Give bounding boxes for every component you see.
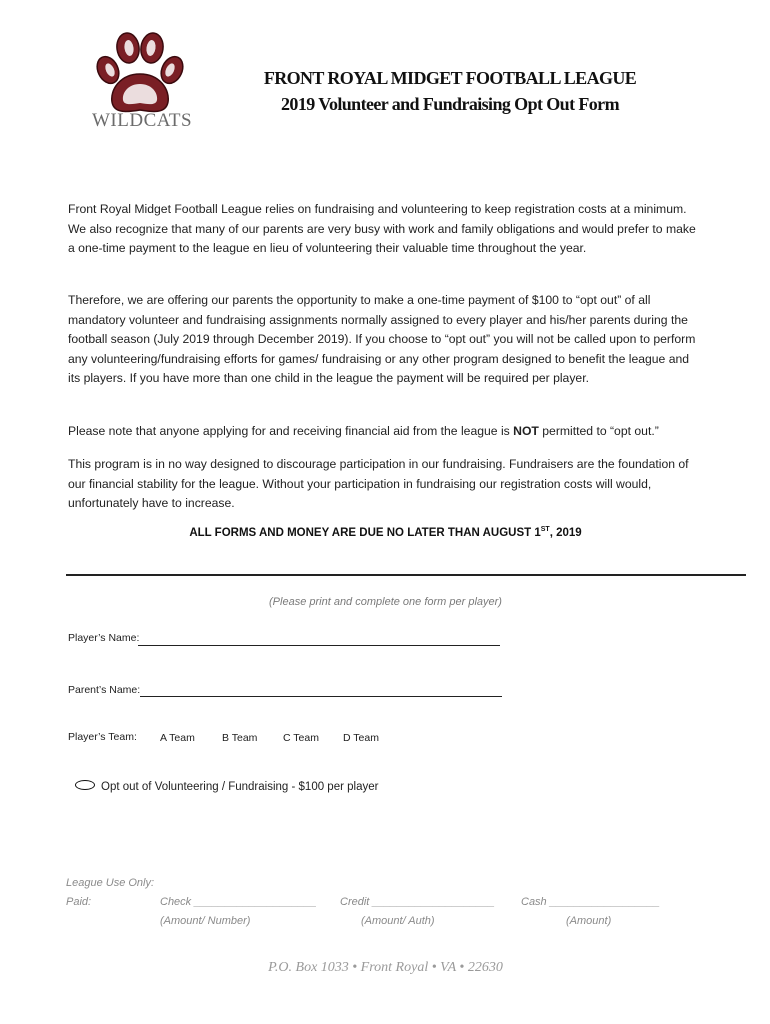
- cash-field: Cash __________________: [521, 896, 660, 908]
- deadline-year: , 2019: [549, 526, 582, 539]
- player-name-label: Player’s Name:: [68, 632, 140, 644]
- team-option-d[interactable]: D Team: [343, 732, 379, 744]
- print-instructions: (Please print and complete one form per player): [269, 596, 502, 608]
- fundraising-paragraph: This program is in no way designed to discourage participation in our fundraising. Fundraisers are the foundation of our financial stability for the league. Without your participation in fundraising our registration costs will would, unfortunately have to increase.: [68, 457, 689, 511]
- logo-wordmark: WILDCATS: [92, 110, 193, 131]
- deadline-notice: [68, 526, 703, 539]
- parent-name-label: Parent’s Name:: [68, 684, 141, 696]
- player-name-field[interactable]: [138, 645, 500, 646]
- opt-out-radio[interactable]: [75, 780, 95, 790]
- financial-aid-note: [68, 422, 703, 442]
- league-use-heading: League Use Only:: [66, 877, 155, 889]
- financial-aid-not-emphasis: NOT: [513, 424, 539, 438]
- check-field: Check ____________________: [160, 896, 317, 908]
- check-sublabel: (Amount/ Number): [160, 915, 251, 927]
- team-option-b[interactable]: B Team: [222, 732, 258, 744]
- credit-sublabel: (Amount/ Auth): [361, 915, 435, 927]
- opt-out-label: Opt out of Volunteering / Fundraising - $100 per player: [101, 781, 379, 793]
- financial-aid-text-end: permitted to “opt out.”: [538, 424, 659, 438]
- team-option-a[interactable]: A Team: [160, 732, 195, 744]
- section-divider: [66, 574, 746, 576]
- footer-address: P.O. Box 1033 • Front Royal • VA • 22630: [268, 960, 503, 975]
- intro-paragraph: Front Royal Midget Football League relies on fundraising and volunteering to keep registration costs at a minimum. We also recognize that many of our parents are very busy with work and family obligations and would prefer to make a one-time payment to the league en lieu of volunteering their valuable time throughout the year.: [68, 202, 696, 256]
- financial-aid-text-start: Please note that anyone applying for and receiving financial aid from the league is: [68, 424, 514, 438]
- parent-name-field[interactable]: [140, 696, 502, 697]
- team-option-c[interactable]: C Team: [283, 732, 319, 744]
- form-subtitle: 2019 Volunteer and Fundraising Opt Out Form: [281, 94, 619, 114]
- deadline-text: ALL FORMS AND MONEY ARE DUE NO LATER THAN AUGUST 1: [189, 526, 541, 539]
- deadline-ordinal: ST: [540, 526, 550, 533]
- cash-sublabel: (Amount): [566, 915, 612, 927]
- credit-field: Credit ____________________: [340, 896, 495, 908]
- form-title: FRONT ROYAL MIDGET FOOTBALL LEAGUE: [263, 68, 637, 88]
- paid-label: Paid:: [66, 896, 92, 908]
- opt-out-offer-paragraph: Therefore, we are offering our parents the opportunity to make a one-time payment of $100 to “opt out” of all mandatory volunteer and fundraising assignments normally assigned to every player and his/her parents during the football season (July 2019 through December 2019). If you choose to “opt out” you will not be called upon to perform any volunteering/fundraising efforts for games/ fundraising or any other program designed to benefit the league and its players. If you have more than one child in the league the payment will be required per player.: [68, 293, 696, 386]
- player-team-label: Player’s Team:: [68, 731, 137, 743]
